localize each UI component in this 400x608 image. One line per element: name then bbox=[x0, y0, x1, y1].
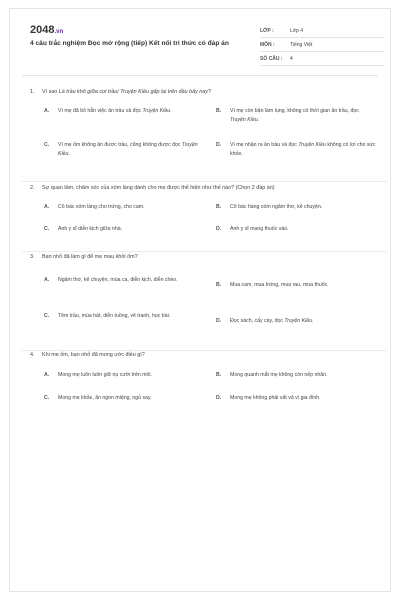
question-number: 1. bbox=[30, 89, 35, 95]
option-text: Anh y sĩ diễn kịch giữa nhà. bbox=[58, 226, 123, 232]
meta-row-mon bbox=[260, 38, 385, 52]
site-logo[interactable] bbox=[30, 24, 63, 36]
question-text bbox=[30, 89, 375, 95]
option-b[interactable]: B. Mua cam, mua trứng, mua rau, mua thuốc. bbox=[216, 282, 329, 288]
mon-value: Tiếng Việt bbox=[290, 41, 313, 48]
option-text: Mong mẹ khỏe, ăn ngon miệng, ngủ say. bbox=[58, 395, 152, 401]
option-text: Cô bác hàng xóm ngâm thơ, kể chuyện. bbox=[230, 204, 323, 210]
worksheet-page bbox=[9, 8, 391, 592]
option-text: Ngâm thơ, kể chuyện, múa ca, diễn kịch, diễn chèo. bbox=[58, 277, 178, 283]
meta-row-socau bbox=[260, 52, 385, 66]
logo-main: 2048 bbox=[30, 24, 55, 36]
question-divider bbox=[22, 251, 387, 252]
lop-value: Lớp 4 bbox=[290, 27, 304, 34]
option-b[interactable]: B. Vì mẹ còn bận làm lụng, không có thời gian ăn trầu, đọc Truyện Kiều. bbox=[216, 107, 376, 124]
question-text bbox=[30, 254, 375, 260]
question-1 bbox=[30, 89, 376, 157]
logo-tld: .vn bbox=[54, 29, 64, 35]
option-c[interactable]: C. Mong mẹ khỏe, ăn ngon miệng, ngủ say. bbox=[44, 395, 152, 401]
meta-row-lop bbox=[260, 24, 385, 38]
option-b[interactable]: B. Mong quanh mắt mẹ không còn nếp nhăn. bbox=[216, 372, 328, 378]
option-d[interactable]: D. Vì mẹ nhận ra ăn trầu và đọc Truyện Kiều không có lợi cho sức khỏe. bbox=[216, 142, 376, 157]
option-c[interactable]: C. Vì mẹ ốm không ăn được trầu, cũng không được đọc Truyện Kiều. bbox=[44, 142, 198, 157]
question-stem: Khi mẹ ốm, bạn nhỏ đã mong ước điều gì? bbox=[42, 352, 145, 358]
option-a[interactable]: A. Ngâm thơ, kể chuyện, múa ca, diễn kịch, diễn chèo. bbox=[44, 277, 178, 283]
option-text: Mua cam, mua trứng, mua rau, mua thuốc. bbox=[230, 282, 329, 288]
question-3 bbox=[30, 254, 375, 324]
option-text: Đọc sách, cấy cày, đọc Truyện Kiều. bbox=[230, 318, 314, 324]
question-stem: Vì sao Lá trầu khô giữa cơi trầu/ Truyện Kiều gấp lại trên đầu bấy nay? bbox=[42, 89, 211, 95]
question-number: 4. bbox=[30, 352, 35, 358]
document-title: 4 câu trắc nghiệm Đọc mở rộng (tiếp) Kết nối tri thức có đáp án bbox=[30, 40, 229, 47]
lop-label: LỚP : bbox=[260, 27, 274, 34]
option-a[interactable]: A. Cô bác xóm làng cho trứng, cho cam. bbox=[44, 204, 145, 210]
socau-label: SỐ CÂU : bbox=[260, 55, 283, 62]
header-divider bbox=[22, 75, 378, 76]
option-text: Cô bác xóm làng cho trứng, cho cam. bbox=[58, 204, 145, 210]
question-text bbox=[30, 352, 375, 358]
option-d[interactable]: D. Đọc sách, cấy cày, đọc Truyện Kiều. bbox=[216, 318, 314, 324]
option-text: Mong mẹ không phải vất vả vì gia đình. bbox=[230, 395, 321, 401]
option-text: Têm trầu, múa hát, diễn tuồng, vẽ tranh, học bài. bbox=[58, 313, 171, 319]
question-stem: Bạn nhỏ đã làm gì để mẹ mau khỏi ốm? bbox=[42, 254, 138, 260]
option-d[interactable]: D. Anh y sĩ mang thuốc vào. bbox=[216, 226, 289, 232]
option-c[interactable]: C. Anh y sĩ diễn kịch giữa nhà. bbox=[44, 226, 123, 232]
option-b[interactable]: B. Cô bác hàng xóm ngâm thơ, kể chuyện. bbox=[216, 204, 323, 210]
option-text: Vì mẹ còn bận làm lụng, không có thời gian ăn trầu, đọc Truyện Kiều. bbox=[230, 108, 359, 123]
option-text: Vì mẹ nhận ra ăn trầu và đọc Truyện Kiều không có lợi cho sức khỏe. bbox=[230, 142, 376, 157]
option-a[interactable]: A. Mong mẹ luôn luôn giữ nụ cười trên môi. bbox=[44, 372, 152, 378]
question-divider bbox=[22, 181, 387, 182]
option-a[interactable]: A. Vì mẹ đã bỏ hẳn việc ăn trầu và đọc Truyện Kiều. bbox=[44, 108, 172, 114]
question-number: 2. bbox=[30, 185, 35, 191]
option-text: Anh y sĩ mang thuốc vào. bbox=[230, 226, 289, 232]
option-d[interactable]: D. Mong mẹ không phải vất vả vì gia đình. bbox=[216, 395, 321, 401]
option-text: Mong quanh mắt mẹ không còn nếp nhăn. bbox=[230, 372, 328, 378]
question-4 bbox=[30, 352, 375, 401]
question-stem: Sự quan tâm, chăm sóc của xóm làng dành cho mẹ được thể hiện như thế nào? (Chọn 2 đáp án) bbox=[42, 185, 275, 191]
option-c[interactable]: C. Têm trầu, múa hát, diễn tuồng, vẽ tranh, học bài. bbox=[44, 313, 171, 319]
option-text: Mong mẹ luôn luôn giữ nụ cười trên môi. bbox=[58, 372, 152, 378]
socau-value: 4 bbox=[290, 55, 293, 62]
question-text bbox=[30, 185, 375, 191]
option-text: Vì mẹ ốm không ăn được trầu, cũng không được đọc Truyện Kiều. bbox=[58, 142, 198, 157]
option-text: Vì mẹ đã bỏ hẳn việc ăn trầu và đọc Truyện Kiều. bbox=[58, 108, 172, 114]
mon-label: MÔN : bbox=[260, 41, 275, 48]
question-2 bbox=[30, 185, 375, 232]
question-divider bbox=[22, 350, 387, 351]
meta-table bbox=[260, 24, 385, 66]
question-number: 3. bbox=[30, 254, 35, 260]
